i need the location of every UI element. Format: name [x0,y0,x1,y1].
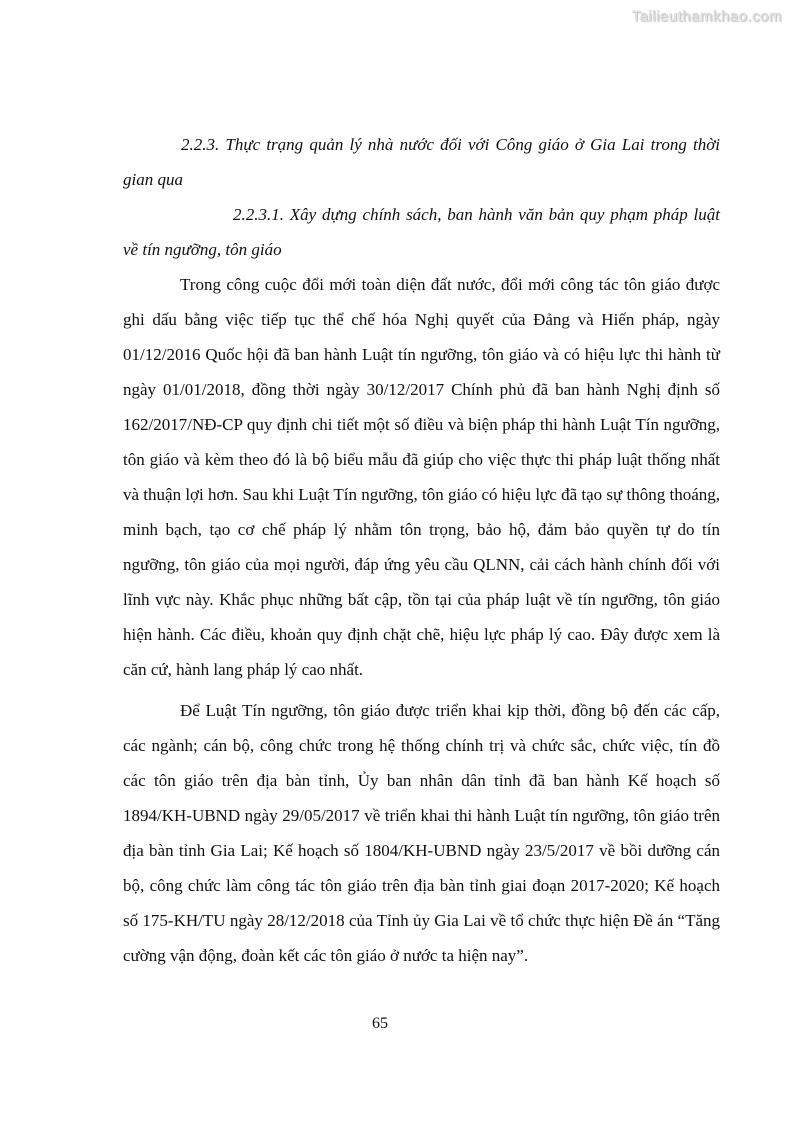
heading-2-2-3-1: 2.2.3.1. Xây dựng chính sách, ban hành văn bản quy phạm pháp luật về tín ngưỡng, tôn giáo [123,205,720,259]
paragraph-1: Trong công cuộc đổi mới toàn diện đất nước, đổi mới công tác tôn giáo được ghi dấu bằng việc tiếp tục thể chế hóa Nghị quyết của Đảng và Hiến pháp, ngày 01/12/2016 Quốc hội đã ban hành Luật tín ngưỡng, tôn giáo và có hiệu lực thi hành từ ngày 01/01/2018, đồng thời ngày 30/12/2017 Chính phủ đã ban hành Nghị định số 162/2017/NĐ-CP quy định chi tiết một số điều và biện pháp thi hành Luật Tín ngưỡng, tôn giáo và kèm theo đó là bộ biểu mẫu đã giúp cho việc thực thi pháp luật thống nhất và thuận lợi hơn. Sau khi Luật Tín ngưỡng, tôn giáo có hiệu lực đã tạo sự thông thoáng, minh bạch, tạo cơ chế pháp lý nhằm tôn trọng, bảo hộ, đảm bảo quyền tự do tín ngưỡng, tôn giáo của mọi người, đáp ứng yêu cầu QLNN, cải cách hành chính đối với lĩnh vực này. Khắc phục những bất cập, tồn tại của pháp luật về tín ngưỡng, tôn giáo hiện hành. Các điều, khoản quy định chặt chẽ, hiệu lực pháp lý cao. Đây được xem là căn cứ, hành lang pháp lý cao nhất. [123,275,720,679]
paragraph-2: Để Luật Tín ngưỡng, tôn giáo được triển khai kịp thời, đồng bộ đến các cấp, các ngành; cán bộ, công chức trong hệ thống chính trị và chức sắc, chức việc, tín đồ các tôn giáo trên địa bàn tỉnh, Ủy ban nhân dân tỉnh đã ban hành Kế hoạch số 1894/KH-UBND ngày 29/05/2017 về triển khai thi hành Luật tín ngưỡng, tôn giáo trên địa bàn tỉnh Gia Lai; Kế hoạch số 1804/KH-UBND ngày 23/5/2017 về bồi dưỡng cán bộ, công chức làm công tác tôn giáo trên địa bàn tỉnh giai đoạn 2017-2020; Kế hoạch số 175-KH/TU ngày 28/12/2018 của Tỉnh ủy Gia Lai về tổ chức thực hiện Đề án “Tăng cường vận động, đoàn kết các tôn giáo ở nước ta hiện nay”. [123,701,720,965]
page-content [123,127,720,973]
page-number: 65 [372,1015,388,1032]
heading-2-2-3: 2.2.3. Thực trạng quản lý nhà nước đối với Công giáo ở Gia Lai trong thời gian qua [123,135,720,189]
watermark-text: Tailieuthamkhao.com [631,8,782,25]
